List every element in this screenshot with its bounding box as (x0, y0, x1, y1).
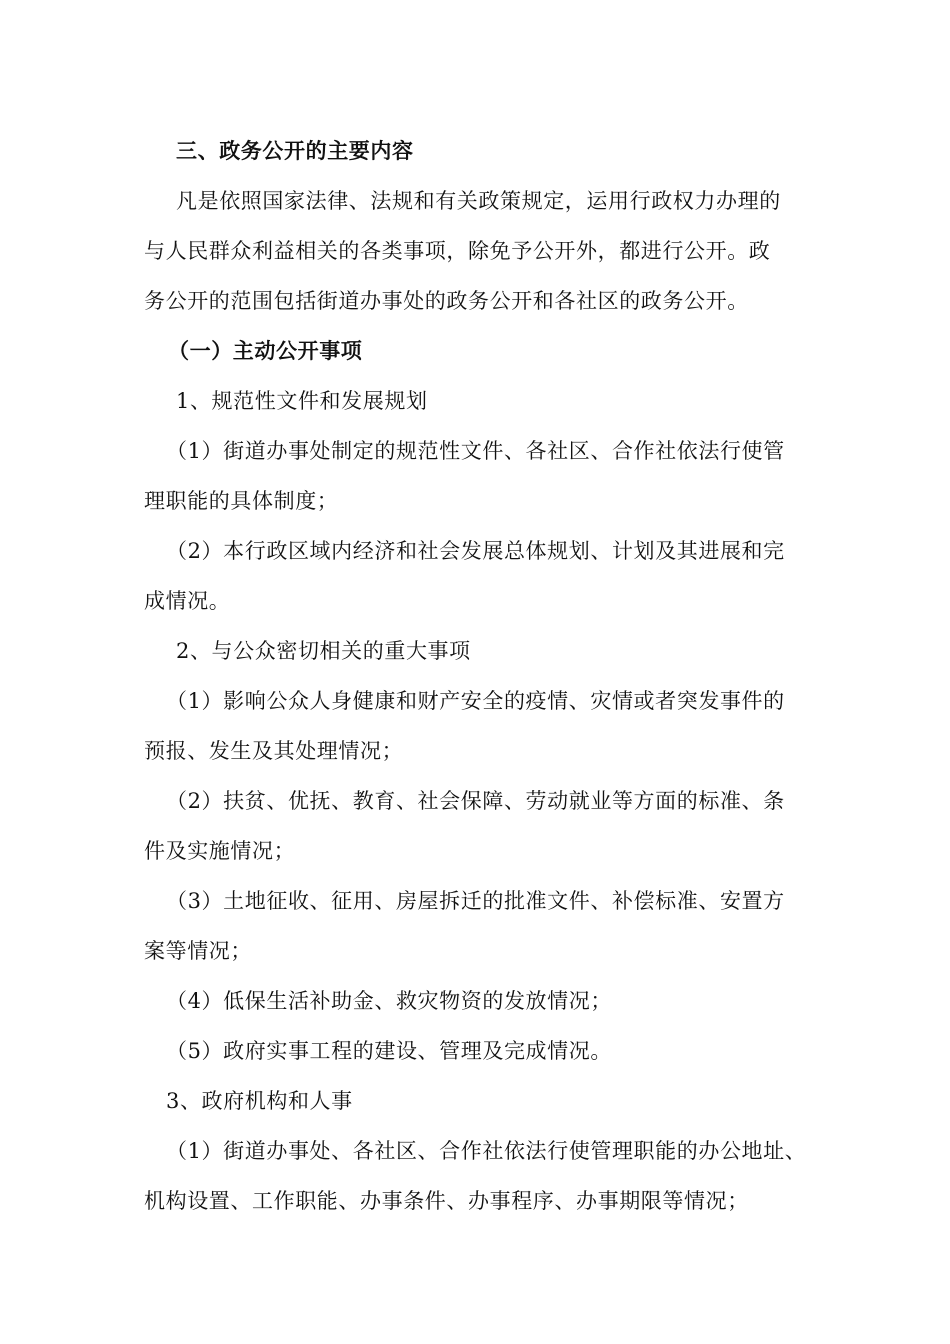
item2-p4: （4）低保生活补助金、救灾物资的发放情况； (166, 989, 612, 1013)
section-heading: 三、政务公开的主要内容 (176, 138, 414, 163)
item2-p5: （5）政府实事工程的建设、管理及完成情况。 (166, 1039, 612, 1063)
intro-line-1: 凡是依照国家法律、法规和有关政策规定，运用行政权力办理的 (176, 189, 781, 213)
item1-p1-line-2: 理职能的具体制度； (144, 489, 339, 513)
item2-p2-line-2: 件及实施情况； (144, 839, 296, 863)
item2-p1-line-1: （1）影响公众人身健康和财产安全的疫情、灾情或者突发事件的 (166, 689, 785, 713)
item1-title: 1、规范性文件和发展规划 (176, 389, 428, 413)
item1-p2-line-1: （2）本行政区域内经济和社会发展总体规划、计划及其进展和完 (166, 539, 785, 563)
item1-p2-line-2: 成情况。 (144, 589, 231, 613)
item3-p1-line-2: 机构设置、工作职能、办事条件、办事程序、办事期限等情况； (144, 1189, 749, 1213)
item1-p1-line-1: （1）街道办事处制定的规范性文件、各社区、合作社依法行使管 (166, 439, 785, 463)
item2-p1-line-2: 预报、发生及其处理情况； (144, 739, 404, 763)
intro-line-3: 务公开的范围包括街道办事处的政务公开和各社区的政务公开。 (144, 289, 749, 313)
item2-title: 2、与公众密切相关的重大事项 (176, 639, 471, 663)
item2-p3-line-1: （3）土地征收、征用、房屋拆迁的批准文件、补偿标准、安置方 (166, 889, 785, 913)
intro-line-2: 与人民群众利益相关的各类事项，除免予公开外，都进行公开。政 (144, 239, 771, 263)
item2-p2-line-1: （2）扶贫、优抚、教育、社会保障、劳动就业等方面的标准、条 (166, 789, 785, 813)
item2-p3-line-2: 案等情况； (144, 939, 252, 963)
item3-title: 3、政府机构和人事 (166, 1089, 353, 1113)
subsection-heading: （一）主动公开事项 (168, 338, 363, 363)
item3-p1-line-1: （1）街道办事处、各社区、合作社依法行使管理职能的办公地址、 (166, 1139, 807, 1163)
